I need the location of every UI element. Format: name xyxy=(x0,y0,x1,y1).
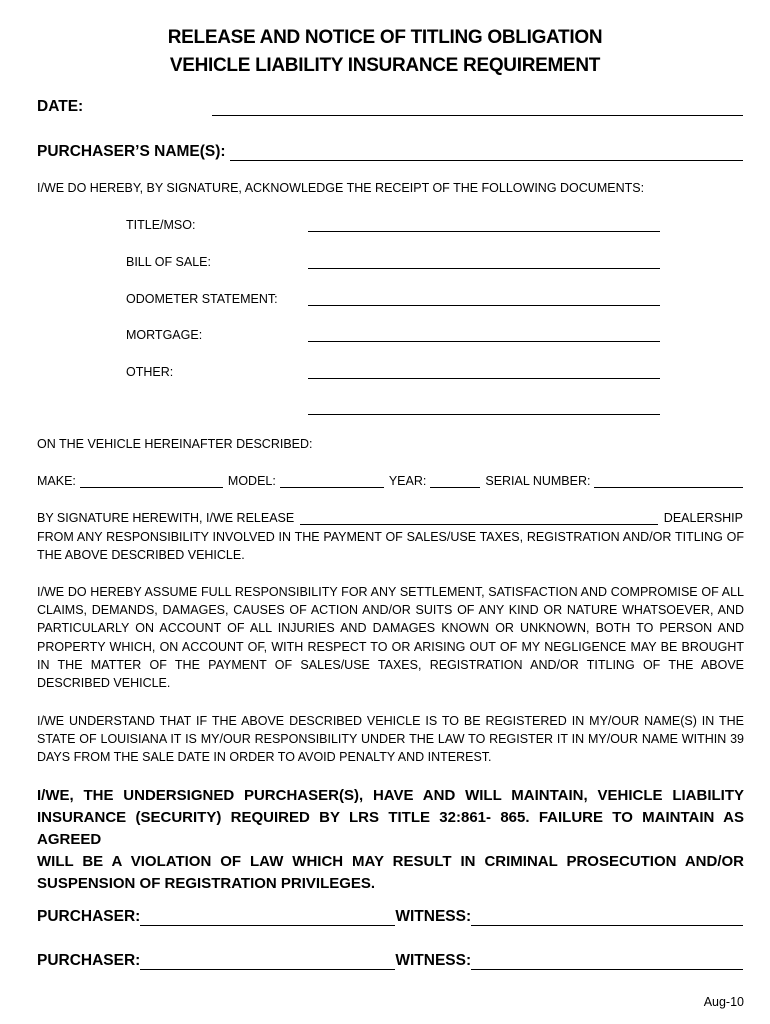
document-row-bill-of-sale xyxy=(126,255,660,269)
model-field[interactable] xyxy=(280,474,384,488)
document-row-title-mso xyxy=(126,218,660,232)
purchaser-label: PURCHASER: xyxy=(37,908,141,925)
revision-date: Aug-10 xyxy=(703,995,744,1009)
dealership-field[interactable] xyxy=(300,511,658,525)
signature-row-2 xyxy=(37,952,743,970)
purchaser-names-label: PURCHASER’S NAME(S): xyxy=(37,143,226,160)
assume-responsibility-paragraph: I/WE DO HEREBY ASSUME FULL RESPONSIBILITY FOR ANY SETTLEMENT, SATISFACTION AND COMPROMISE OF ALL CLAIMS, DEMANDS, DAMAGES, CAUSES OF ACTION AND/OR SUITS OF ANY KIND OR NATURE WHATSOEVER, AND PARTICULARLY ON ACCOUNT OF ALL INJURIES AND DAMAGES KNOWN OR UNKNOWN, BOTH TO PERSON AND PROPERTY WHICH, ON ACCOUNT OF, WITH RESPECT TO OR ARISING OUT OF MY NEGLIGENCE MAY BE BROUGHT IN THE MATTER OF THE PAYMENT OF SALES/USE TAXES, REGISTRATION AND/OR TITLING OF THE ABOVE DESCRIBED VEHICLE. xyxy=(37,585,744,691)
serial-number-label: SERIAL NUMBER: xyxy=(485,474,591,488)
signature-row-1 xyxy=(37,908,743,926)
acknowledge-text: I/WE DO HEREBY, BY SIGNATURE, ACKNOWLEDGE THE RECEIPT OF THE FOLLOWING DOCUMENTS: xyxy=(37,181,645,195)
make-field[interactable] xyxy=(80,474,223,488)
document-row-other-extra xyxy=(126,401,660,415)
purchaser-signature-field[interactable] xyxy=(140,956,395,970)
document-label: MORTGAGE: xyxy=(126,328,203,342)
witness-label: WITNESS: xyxy=(395,952,472,969)
vehicle-fields-row xyxy=(37,474,743,488)
document-field[interactable] xyxy=(308,365,660,379)
purchaser-names-row xyxy=(37,143,743,161)
purchaser-signature-field[interactable] xyxy=(140,912,395,926)
make-label: MAKE: xyxy=(37,474,76,488)
document-field[interactable] xyxy=(308,292,660,306)
serial-number-field[interactable] xyxy=(594,474,743,488)
document-field[interactable] xyxy=(308,255,660,269)
document-label: BILL OF SALE: xyxy=(126,255,211,269)
document-row-mortgage xyxy=(126,328,660,342)
document-field[interactable] xyxy=(308,218,660,232)
document-row-other xyxy=(126,365,660,379)
purchaser-label: PURCHASER: xyxy=(37,952,141,969)
release-suffix: DEALERSHIP xyxy=(663,511,743,525)
release-prefix: BY SIGNATURE HEREWITH, I/WE RELEASE xyxy=(37,511,295,525)
witness-label: WITNESS: xyxy=(395,908,472,925)
vehicle-intro: ON THE VEHICLE HEREINAFTER DESCRIBED: xyxy=(37,437,313,451)
date-field[interactable] xyxy=(212,102,743,116)
release-row xyxy=(37,511,743,525)
date-label: DATE: xyxy=(37,98,84,115)
form-title-line-2: VEHICLE LIABILITY INSURANCE REQUIREMENT xyxy=(169,55,601,76)
date-row xyxy=(37,98,743,116)
witness-signature-field[interactable] xyxy=(471,956,743,970)
document-row-odometer xyxy=(126,292,660,306)
form-title-line-1: RELEASE AND NOTICE OF TITLING OBLIGATION xyxy=(167,27,603,48)
witness-signature-field[interactable] xyxy=(471,912,743,926)
document-field[interactable] xyxy=(308,328,660,342)
document-field-extra[interactable] xyxy=(308,401,660,415)
year-label: YEAR: xyxy=(388,474,427,488)
year-field[interactable] xyxy=(430,474,480,488)
document-label: ODOMETER STATEMENT: xyxy=(126,292,278,306)
purchaser-names-field[interactable] xyxy=(230,147,743,161)
document-label: TITLE/MSO: xyxy=(126,218,196,232)
release-paragraph: FROM ANY RESPONSIBILITY INVOLVED IN THE PAYMENT OF SALES/USE TAXES, REGISTRATION AND/OR TITLING OF THE ABOVE DESCRIBED VEHICLE. xyxy=(37,530,744,563)
model-label: MODEL: xyxy=(227,474,276,488)
registration-paragraph: I/WE UNDERSTAND THAT IF THE ABOVE DESCRIBED VEHICLE IS TO BE REGISTERED IN MY/OUR NAME(S) IN THE STATE OF LOUISIANA IT IS MY/OUR RESPONSIBILITY UNDER THE LAW TO REGISTER IT IN MY/OUR NAME WITHIN 39 DAYS FROM THE SALE DATE IN ORDER TO AVOID PENALTY AND INTEREST. xyxy=(37,714,744,765)
insurance-requirement-paragraph: I/WE, THE UNDERSIGNED PURCHASER(S), HAVE AND WILL MAINTAIN, VEHICLE LIABILITY INSURANCE (SECURITY) REQUIRED BY LRS TITLE 32:861- 865. FAILURE TO MAINTAIN AS AGREED WILL BE A VIOLATION OF LAW WHICH MAY RESULT IN CRIMINAL PROSECUTION AND/OR SUSPENSION OF REGISTRATION PRIVILEGES. xyxy=(37,787,744,892)
document-label: OTHER: xyxy=(126,365,174,379)
